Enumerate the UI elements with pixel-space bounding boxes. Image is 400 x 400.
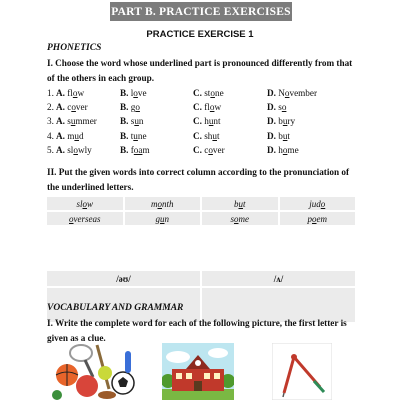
option-letter: A. (56, 144, 65, 155)
word-underlined-part: u (238, 198, 243, 209)
option-word-part: t (217, 130, 220, 141)
question-number: 1. (47, 88, 54, 98)
option-underlined-part: u (208, 116, 214, 127)
option-letter: D. (267, 102, 276, 113)
option-word-part: ve (137, 88, 147, 98)
question-number: 2. (47, 102, 54, 113)
option-word-part: c (204, 144, 209, 155)
word-underlined-part: o (82, 198, 87, 209)
word-underlined-part: u (160, 213, 165, 224)
option-word-part: fl (204, 102, 210, 113)
word-underlined-part: o (320, 198, 326, 209)
question-row (47, 88, 367, 101)
word-cell[interactable] (202, 197, 278, 210)
option-underlined-part: u (282, 116, 288, 127)
question-number: 3. (47, 116, 54, 127)
sports-equipment-picture (47, 343, 143, 400)
answer-option[interactable] (267, 88, 317, 98)
option-word-part: sh (204, 130, 213, 141)
option-letter: B. (120, 144, 129, 155)
question-row (47, 145, 367, 158)
vocabulary-heading: VOCABULARY AND GRAMMAR (47, 303, 184, 313)
word-part: w (87, 198, 94, 209)
option-underlined-part: o (209, 102, 215, 113)
word-cell[interactable] (280, 212, 356, 225)
option-word-part: m (67, 130, 75, 141)
option-underlined-part: o (72, 88, 78, 98)
part-banner: PART B. PRACTICE EXERCISES (110, 2, 292, 21)
option-word-part: w (214, 102, 222, 113)
option-word-part: ver (212, 144, 225, 155)
answer-option[interactable] (120, 88, 147, 98)
option-underlined-part: o (281, 102, 287, 113)
option-word-part: ne (214, 88, 224, 98)
option-word-part: h (278, 144, 283, 155)
option-underlined-part: u (282, 130, 288, 141)
question-row (47, 116, 367, 129)
answer-option[interactable] (267, 145, 299, 155)
word-underlined-part: o (69, 213, 74, 224)
option-letter: D. (267, 144, 276, 155)
answer-option[interactable] (56, 102, 88, 112)
word-part: p (307, 213, 312, 224)
option-word-part: N (278, 88, 285, 98)
option-underlined-part: o (210, 88, 215, 98)
phonetics-heading: PHONETICS (47, 43, 102, 53)
school-building-picture (162, 343, 234, 400)
answer-option[interactable] (193, 102, 221, 112)
sound-header-uh: /ʌ/ (202, 271, 355, 286)
compass-tool-picture (272, 343, 332, 400)
option-word-part: s (67, 116, 71, 127)
word-part: jud (309, 198, 321, 209)
option-underlined-part: o (71, 102, 76, 113)
option-word-part: l (130, 88, 134, 98)
word-part: me (238, 213, 249, 224)
option-word-part: s (278, 102, 282, 113)
option-word-part: vember (289, 88, 318, 98)
phonetics-instruction-2: II. Put the given words into correct column according to the pronunciation of the underlined letters. (47, 167, 350, 192)
answer-option[interactable] (193, 88, 224, 98)
word-part: em (316, 213, 327, 224)
answer-option[interactable] (120, 102, 140, 112)
option-word-part: s (130, 116, 135, 127)
answer-option[interactable] (267, 116, 295, 126)
option-underlined-part: u (70, 116, 76, 127)
answer-option[interactable] (267, 131, 290, 141)
word-underlined-part: o (157, 198, 162, 209)
word-cell[interactable] (47, 212, 123, 225)
option-underlined-part: o (282, 144, 288, 155)
option-word-part: c (67, 102, 72, 113)
word-part: nth (161, 198, 174, 209)
option-word-part: f (130, 144, 134, 155)
picture-row (47, 343, 367, 400)
answer-option[interactable] (56, 131, 84, 141)
word-part: b (233, 198, 239, 209)
option-word-part: n (138, 116, 144, 127)
option-letter: C. (193, 144, 202, 155)
answer-option[interactable] (56, 145, 92, 155)
sound-header-ou: /əʊ/ (47, 271, 200, 286)
question-row (47, 102, 367, 115)
option-word-part: nt (213, 116, 221, 127)
option-word-part: b (278, 130, 283, 141)
option-letter: B. (120, 130, 129, 141)
option-letter: C. (193, 102, 202, 113)
option-word-part: me (287, 144, 299, 155)
answer-option[interactable] (193, 116, 221, 126)
option-word-part: ne (137, 130, 147, 141)
answer-option[interactable] (56, 116, 97, 126)
option-underlined-part: u (212, 130, 217, 141)
option-letter: D. (267, 116, 276, 127)
option-word-part: d (78, 130, 84, 141)
question-number: 5. (47, 144, 54, 155)
option-word-part: t (287, 130, 290, 141)
option-word-part: sl (67, 144, 74, 155)
option-letter: C. (193, 88, 202, 98)
word-underlined-part: o (312, 213, 317, 224)
answer-option[interactable] (120, 145, 150, 155)
option-letter: B. (120, 102, 129, 113)
option-letter: A. (56, 102, 65, 113)
option-underlined-part: oa (133, 144, 143, 155)
word-part: verseas (73, 213, 101, 224)
word-cell[interactable] (280, 197, 356, 210)
option-letter: B. (120, 88, 129, 98)
option-underlined-part: u (133, 130, 138, 141)
answer-option[interactable] (193, 145, 225, 155)
phonetics-instruction: I. Choose the word whose underlined part is pronounced differently from that of the others in each group. (47, 58, 353, 83)
option-word-part: st (204, 88, 211, 98)
option-word-part: fl (67, 88, 73, 98)
option-underlined-part: o (284, 88, 290, 98)
option-underlined-part: u (134, 116, 139, 127)
option-letter: A. (56, 88, 65, 98)
answer-option[interactable] (267, 102, 286, 112)
option-underlined-part: u (74, 130, 79, 141)
word-part: s (230, 213, 234, 224)
sound-table (47, 271, 355, 322)
option-underlined-part: o (133, 88, 138, 98)
option-underlined-part: o (135, 102, 140, 113)
option-letter: A. (56, 116, 65, 127)
option-underlined-part: o (73, 144, 78, 155)
question-number: 4. (47, 130, 54, 141)
word-part: sl (76, 198, 83, 209)
option-word-part: mmer (75, 116, 97, 127)
answer-option[interactable] (120, 131, 147, 141)
option-word-part: w (77, 88, 85, 98)
option-underlined-part: o (208, 144, 213, 155)
exercise-title: PRACTICE EXERCISE 1 (146, 29, 254, 40)
word-cell[interactable] (202, 212, 278, 225)
word-grid (47, 197, 355, 225)
option-word-part: ver (75, 102, 88, 113)
answer-option[interactable] (193, 131, 220, 141)
word-part: m (150, 198, 158, 209)
word-underlined-part: o (234, 213, 239, 224)
option-word-part: t (130, 130, 134, 141)
option-word-part: ry (287, 116, 296, 127)
option-word-part: g (130, 102, 136, 113)
option-letter: D. (267, 88, 276, 98)
word-cell[interactable] (125, 197, 201, 210)
option-letter: C. (193, 130, 202, 141)
option-letter: B. (120, 116, 129, 127)
question-row (47, 131, 367, 144)
word-part: g (155, 213, 160, 224)
word-cell[interactable] (47, 197, 123, 210)
answer-option[interactable] (120, 116, 144, 126)
answer-option[interactable] (56, 88, 84, 98)
option-word-part: m (142, 144, 150, 155)
word-part: t (242, 198, 246, 209)
word-part: n (164, 213, 169, 224)
word-cell[interactable] (125, 212, 201, 225)
option-letter: A. (56, 130, 65, 141)
option-word-part: h (204, 116, 209, 127)
option-letter: D. (267, 130, 276, 141)
option-word-part: b (278, 116, 283, 127)
vocabulary-instruction: I. Write the complete word for each of the following picture, the first letter is given as a clue. (47, 318, 347, 343)
option-word-part: wly (77, 144, 92, 155)
option-letter: C. (193, 116, 202, 127)
